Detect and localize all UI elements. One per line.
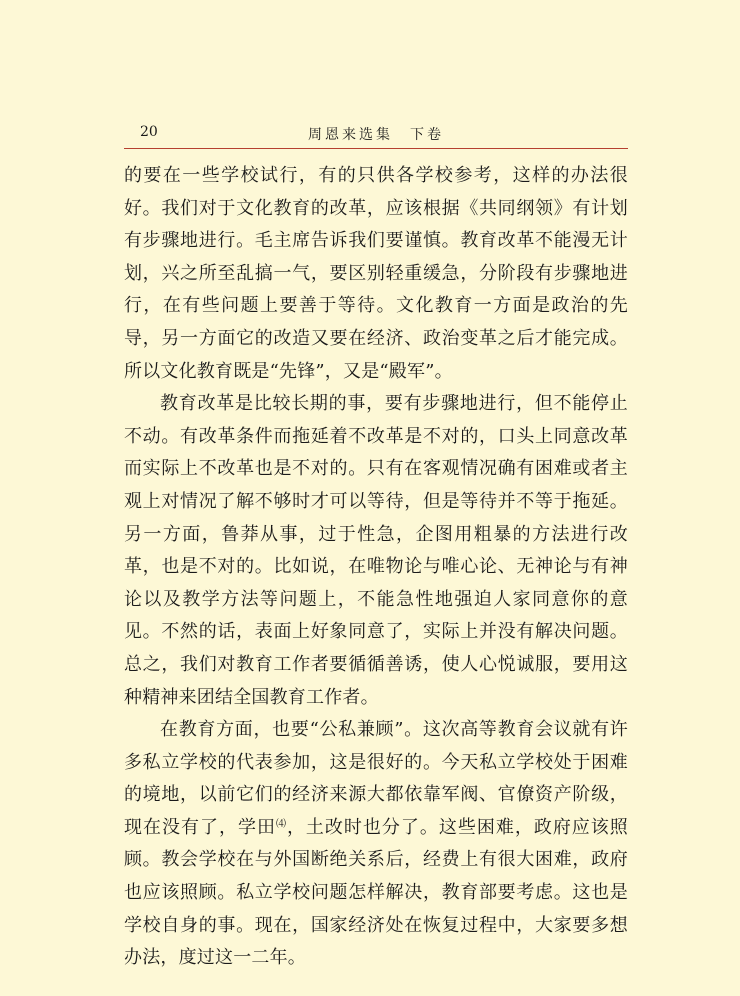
footnote-reference[interactable]: ⑷ bbox=[275, 818, 287, 830]
paragraph-continued: 的要在一些学校试行，有的只供各学校参考，这样的办法很好。我们对于文化教育的改革，应该根据《共同纲领》有计划有步骤地进行。毛主席告诉我们要谨慎。教育改革不能漫无计划，兴之所至乱搞一气，要区别轻重缓急，分阶段有步骤地进行，在有些问题上要善于等待。文化教育一方面是政治的先导，另一方面它的改造又要在经济、政治变革之后才能完成。所以文化教育既是“先锋”，又是“殿军”。 bbox=[124, 165, 628, 382]
paragraph-public-private bbox=[124, 714, 628, 975]
paragraph-text-before-note: 在教育方面，也要“公私兼顾”。这次高等教育会议就有许多私立学校的代表参加，这是很好的。今天私立学校处于困难的境地，以前它们的经济来源大都依靠军阀、官僚资产阶级，现在没有了，学田 bbox=[124, 719, 628, 838]
paragraph-education-reform: 教育改革是比较长期的事，要有步骤地进行，但不能停止不动。有改革条件而拖延着不改革是不对的，口头上同意改革而实际上不改革也是不对的。只有在客观情况确有困难或者主观上对情况了解不够时才可以等待，但是等待并不等于拖延。另一方面，鲁莽从事，过于性急，企图用粗暴的方法进行改革，也是不对的。比如说，在唯物论与唯心论、无神论与有神论以及教学方法等问题上，不能急性地强迫人家同意你的意见。不然的话，表面上好象同意了，实际上并没有解决问题。总之，我们对教育工作者要循循善诱，使人心悦诚服，要用这种精神来团结全国教育工作者。 bbox=[124, 393, 628, 708]
page-header bbox=[124, 120, 628, 150]
body-text bbox=[124, 160, 628, 975]
running-title: 周恩来选集 下卷 bbox=[308, 127, 444, 143]
page-number: 20 bbox=[140, 124, 158, 140]
paragraph-text-after-note: ，土改时也分了。这些困难，政府应该照顾。教会学校在与外国断绝关系后，经费上有很大困难，政府也应该照顾。私立学校问题怎样解决，教育部要考虑。这也是学校自身的事。现在，国家经济处在恢复过程中，大家要多想办法，度过这一二年。 bbox=[124, 816, 628, 969]
header-divider bbox=[124, 148, 628, 149]
